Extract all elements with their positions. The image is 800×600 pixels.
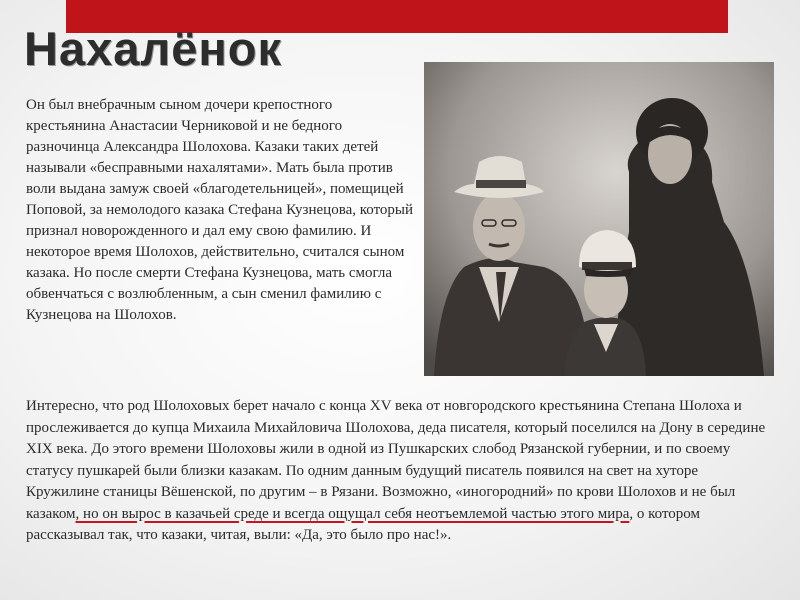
family-photo-icon xyxy=(424,62,774,376)
underlined-phrase: , но он вырос в казачьей среде и всегда ощущал себя неотъемлемой частью этого мира xyxy=(75,505,630,522)
slide-title: Нахалёнок xyxy=(24,22,282,75)
main-paragraph-start: Интересно, что род Шолоховых берет начало с конца XV века от новгородского крестьянина Степана Шолоха и прослеживается до купца Михаила Михайловича Шолохова, деда писателя, который поселился на Дону в середине XIX века. До этого времени Шолоховы жили в одной из Пушкарских слобод Рязанской губернии, и по своему статусу пушкарей были близки казакам. По одним данным будущий писатель появился на свет на хуторе Кружилине станицы Вёшенской, по другим – в Рязани. Возможно, «иногородний» по крови Шолохов и не был казаком xyxy=(26,398,766,522)
main-paragraph xyxy=(26,396,774,547)
intro-paragraph: Он был внебрачным сыном дочери крепостного крестьянина Анастасии Черниковой и не бедного разночинца Александра Шолохова. Казаки таких детей называли «бесправными нахалятами». Мать была против воли выдана замуж своей «благодетельницей», помещицей Поповой, за немолодого казака Стефана Кузнецова, который признал новорожденного и дал ему свою фамилию. И некоторое время Шолохов, действительно, считался сыном казака. Но после смерти Стефана Кузнецова, мать смогла обвенчаться с возлюбленным, а сын сменил фамилию с Кузнецова на Шолохов. xyxy=(26,97,414,323)
main-paragraph-end: , о котором рассказывал так, что казаки, читая, выли: «Да, это было про нас!». xyxy=(26,505,701,543)
